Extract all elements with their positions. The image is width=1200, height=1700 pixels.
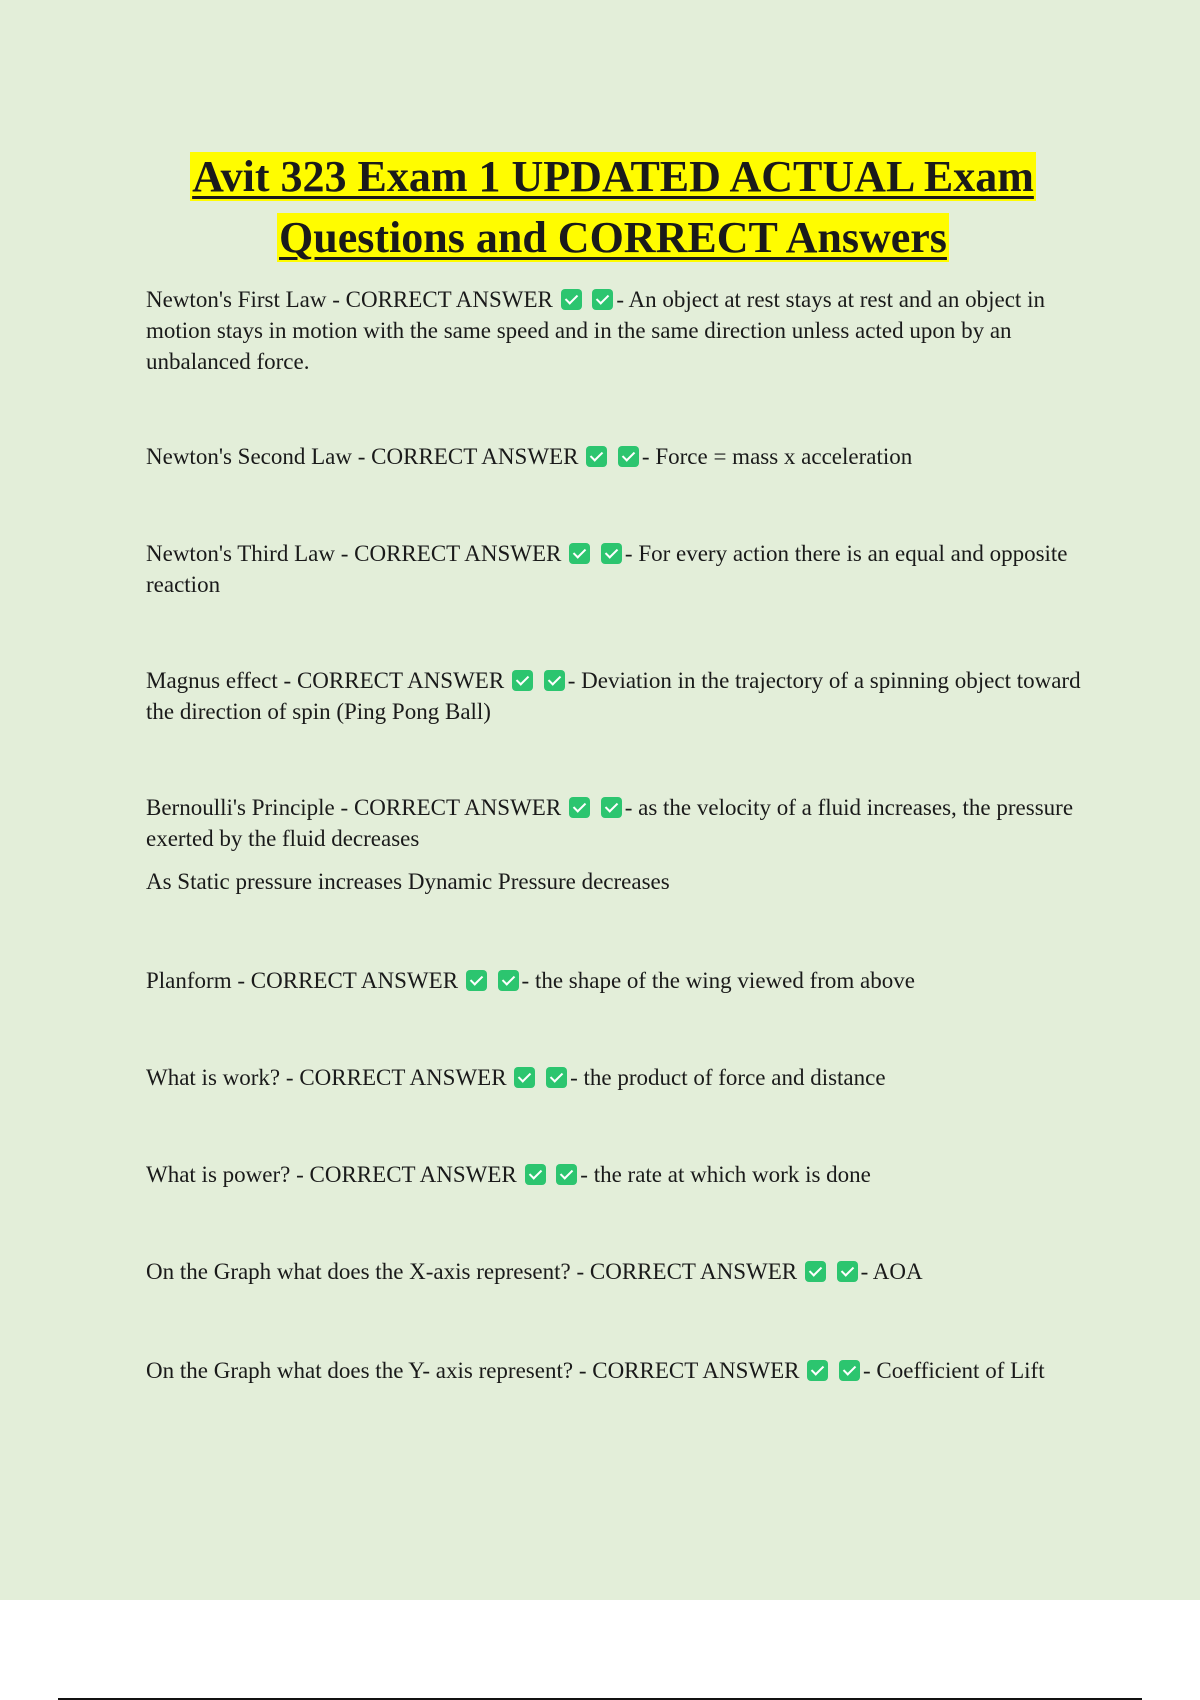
entry-question: What is power? <box>146 1162 291 1187</box>
entry-extra-note: As Static pressure increases Dynamic Pressure decreases <box>146 869 670 894</box>
qa-entry: On the Graph what does the Y- axis represent? - CORRECT ANSWER - Coefficient of Lift <box>146 1358 1045 1383</box>
qa-entry: Bernoulli's Principle - CORRECT ANSWER - as the velocity of a fluid increases, the pressure exerted by the fluid decreases As Static pressure increases Dynamic Pressure decreases <box>146 792 1086 897</box>
answer-marker: CORRECT ANSWER <box>592 1358 800 1383</box>
green-checkbox-icon <box>569 543 590 564</box>
answer-marker: CORRECT ANSWER <box>371 444 579 469</box>
answer-marker: CORRECT ANSWER <box>296 668 505 693</box>
qa-entry: What is work? - CORRECT ANSWER - the product of force and distance <box>146 1065 886 1090</box>
title-line-2: Questions and CORRECT Answers <box>279 213 947 262</box>
green-checkbox-icon <box>807 1360 828 1381</box>
green-checkbox-icon <box>556 1164 577 1185</box>
green-checkbox-icon <box>601 543 622 564</box>
green-checkbox-icon <box>544 670 565 691</box>
entry-question: Bernoulli's Principle <box>146 795 335 820</box>
entry-answer: as the velocity of a fluid increases, the pressure exerted by the fluid decreases <box>146 795 1074 851</box>
qa-entry: Magnus effect - CORRECT ANSWER - Deviation in the trajectory of a spinning object toward the direction of spin (Ping Pong Ball) <box>146 668 1081 724</box>
answer-marker: CORRECT ANSWER <box>353 795 562 820</box>
green-checkbox-icon <box>561 289 582 310</box>
green-checkbox-icon <box>592 289 613 310</box>
entry-question: Planform <box>146 968 232 993</box>
entry-question: On the Graph what does the X-axis represent? <box>146 1259 571 1284</box>
answer-marker: CORRECT ANSWER <box>309 1162 517 1187</box>
entry-answer: An object at rest stays at rest and an object in motion stays in motion with the same speed and in the same direction unless acted upon by an unbalanced force. <box>146 287 1045 374</box>
document-title <box>140 146 1086 268</box>
qa-entry: What is power? - CORRECT ANSWER - the rate at which work is done <box>146 1162 871 1187</box>
entry-answer: the shape of the wing viewed from above <box>534 968 915 993</box>
entry-question: What is work? <box>146 1065 281 1090</box>
green-checkbox-icon <box>805 1261 826 1282</box>
answer-marker: CORRECT ANSWER <box>589 1259 798 1284</box>
entry-answer: Coefficient of Lift <box>876 1358 1045 1383</box>
qa-entry: Planform - CORRECT ANSWER - the shape of the wing viewed from above <box>146 968 915 993</box>
entry-answer: the rate at which work is done <box>593 1162 871 1187</box>
green-checkbox-icon <box>514 1067 535 1088</box>
qa-entry: Newton's Third Law - CORRECT ANSWER - For every action there is an equal and opposite reaction <box>146 541 1068 597</box>
entry-question: On the Graph what does the Y- axis represent? <box>146 1358 574 1383</box>
qa-entry: Newton's Second Law - CORRECT ANSWER - Force = mass x acceleration <box>146 444 913 469</box>
entry-question: Newton's First Law <box>146 287 327 312</box>
green-checkbox-icon <box>546 1067 567 1088</box>
entry-answer: the product of force and distance <box>583 1065 886 1090</box>
answer-marker: CORRECT ANSWER <box>345 287 553 312</box>
answer-marker: CORRECT ANSWER <box>354 541 562 566</box>
answer-marker: CORRECT ANSWER <box>299 1065 507 1090</box>
answer-marker: CORRECT ANSWER <box>250 968 459 993</box>
entry-question: Magnus effect <box>146 668 278 693</box>
green-checkbox-icon <box>525 1164 546 1185</box>
qa-entry: Newton's First Law - CORRECT ANSWER - An object at rest stays at rest and an object in motion stays in motion with the same speed and in the same direction unless acted upon by an unbalanced force. <box>146 287 1045 374</box>
green-checkbox-icon <box>498 970 519 991</box>
green-checkbox-icon <box>466 970 487 991</box>
title-line-1: Avit 323 Exam 1 UPDATED ACTUAL Exam <box>192 152 1034 201</box>
green-checkbox-icon <box>839 1360 860 1381</box>
entry-answer: AOA <box>872 1259 923 1284</box>
entry-answer: Deviation in the trajectory of a spinning object toward the direction of spin (Ping Pong Ball) <box>146 668 1081 724</box>
green-checkbox-icon <box>569 797 590 818</box>
entry-question: Newton's Third Law <box>146 541 335 566</box>
entry-answer: For every action there is an equal and opposite reaction <box>146 541 1068 597</box>
green-checkbox-icon <box>837 1261 858 1282</box>
green-checkbox-icon <box>618 446 639 467</box>
green-checkbox-icon <box>586 446 607 467</box>
green-checkbox-icon <box>601 797 622 818</box>
green-checkbox-icon <box>512 670 533 691</box>
qa-entry: On the Graph what does the X-axis represent? - CORRECT ANSWER - AOA <box>146 1259 923 1284</box>
entry-question: Newton's Second Law <box>146 444 352 469</box>
entry-answer: Force = mass x acceleration <box>655 444 913 469</box>
